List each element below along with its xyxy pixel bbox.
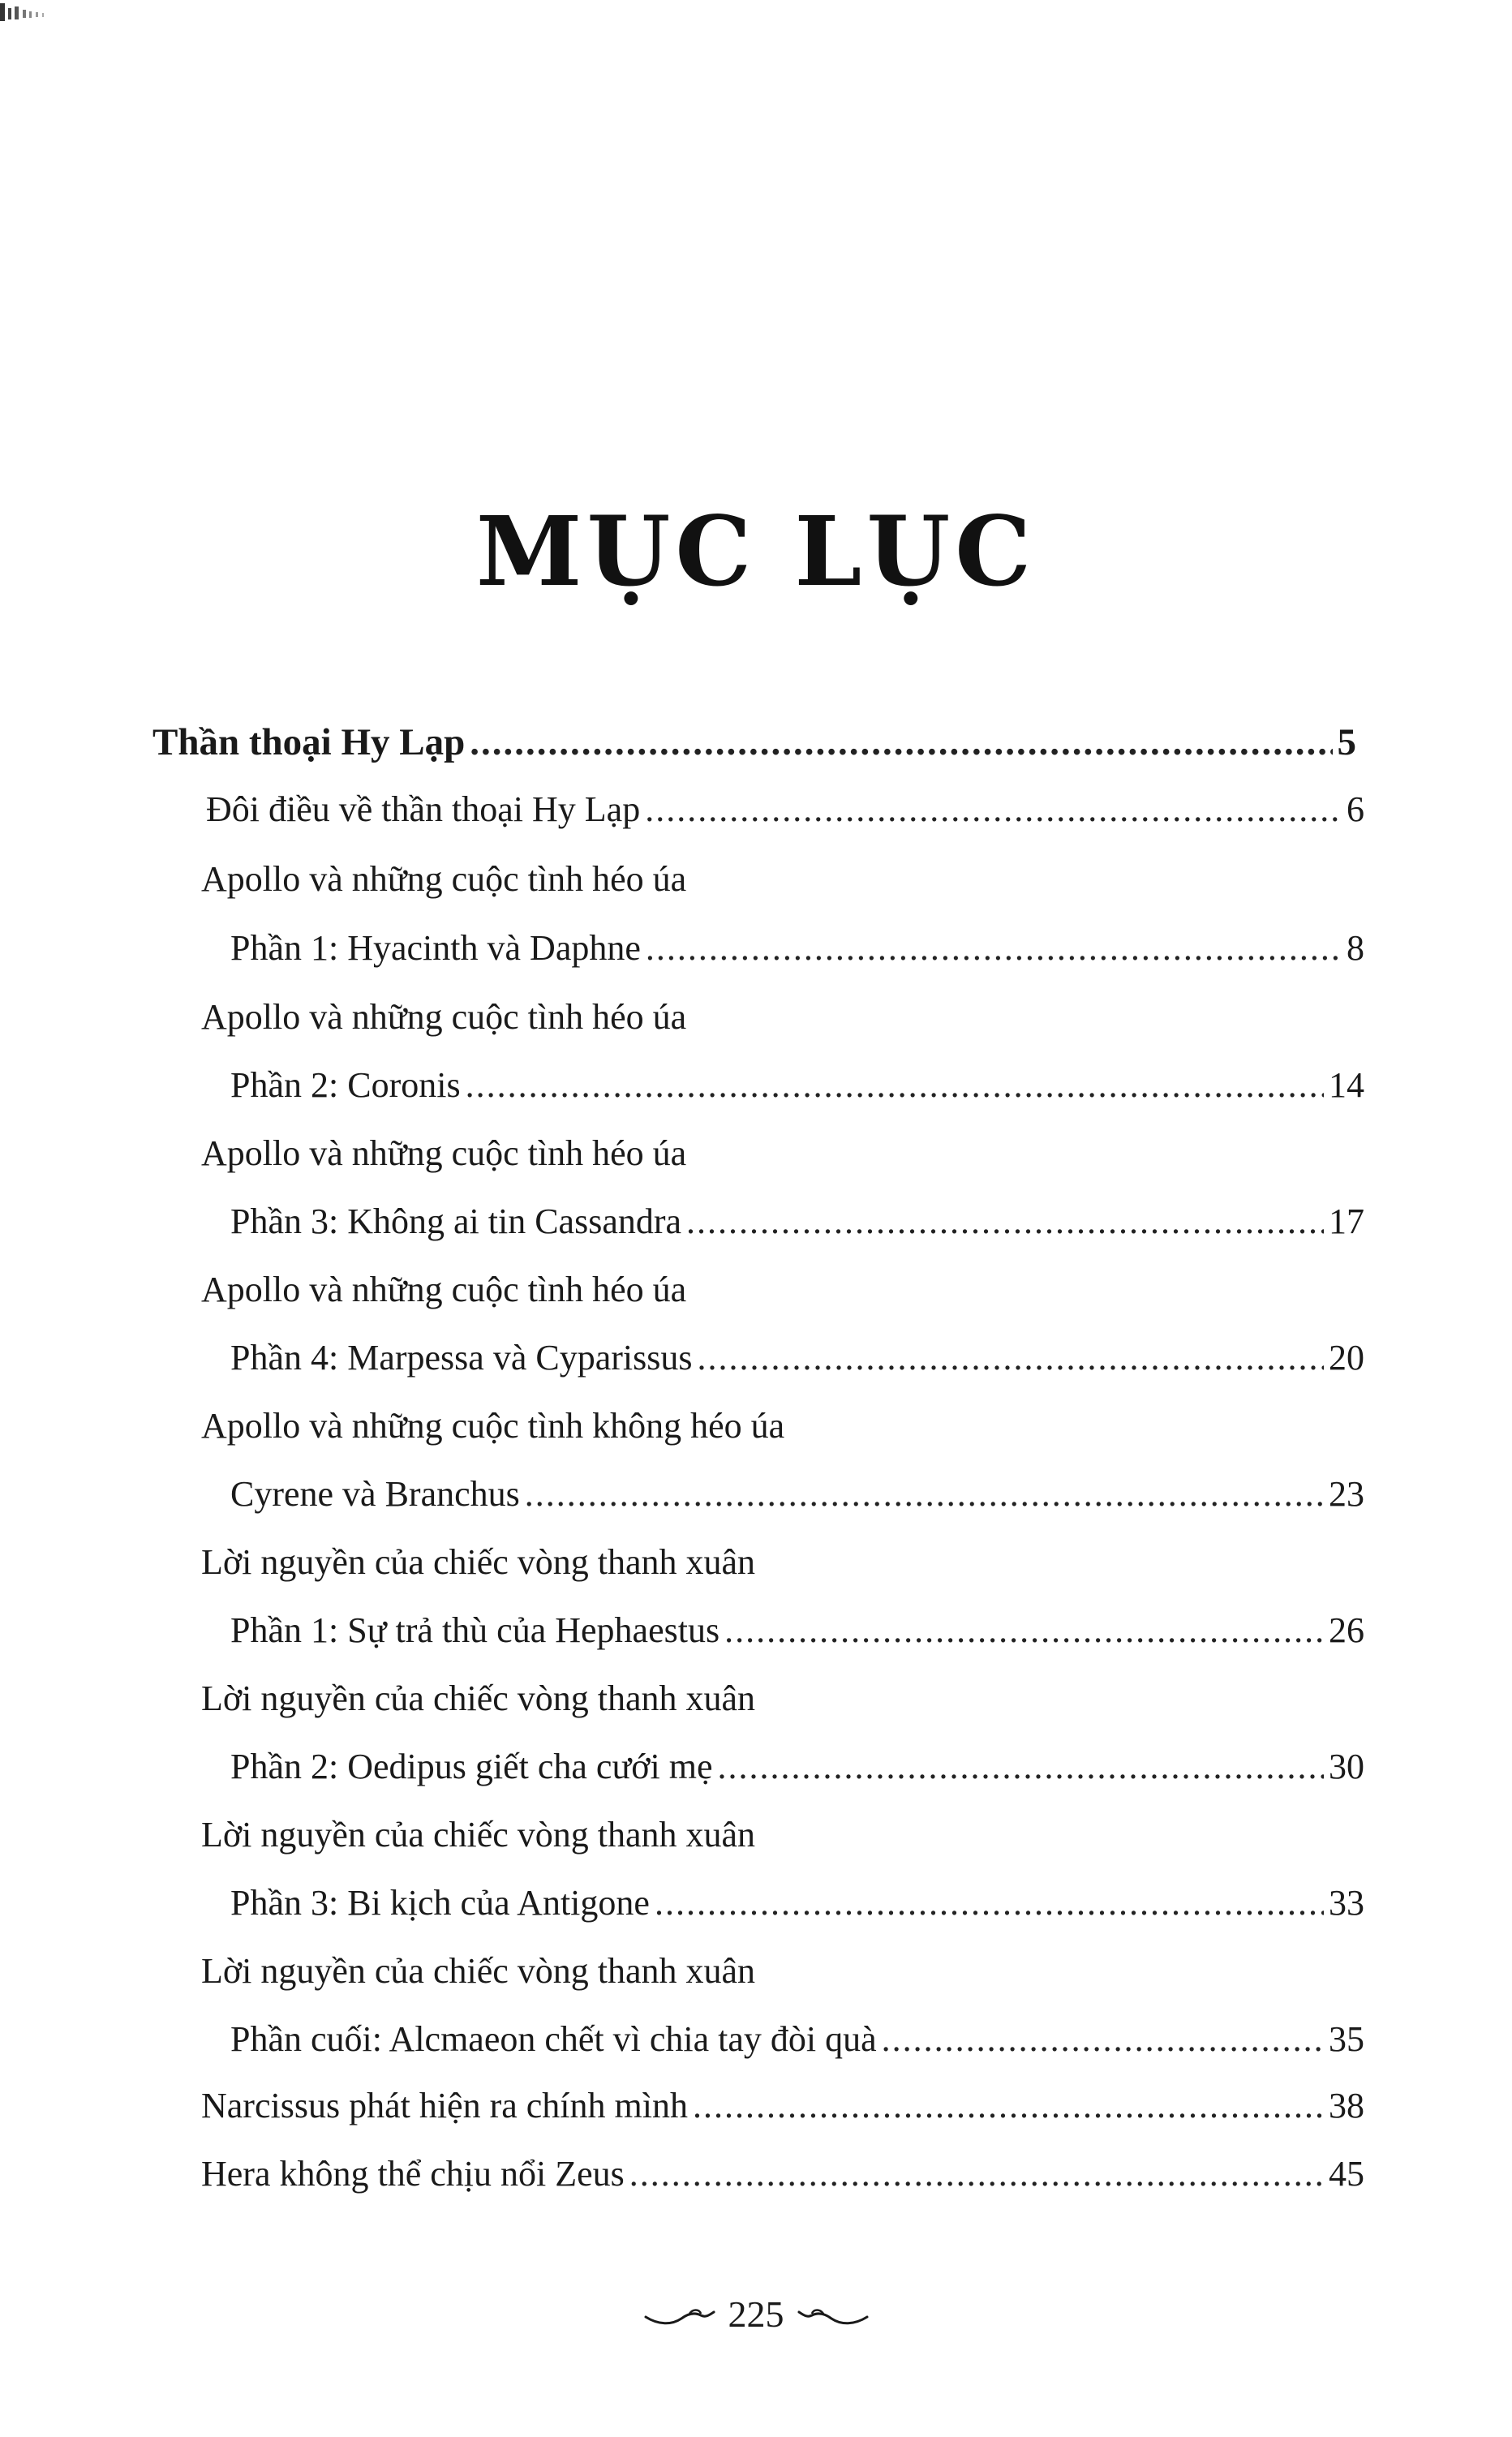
leader-dots	[698, 1337, 1325, 1378]
toc-entry[interactable]	[230, 1610, 1364, 1651]
toc-entry-page: 8	[1347, 928, 1364, 968]
leader-dots	[525, 1473, 1324, 1515]
page-number: 225	[728, 2293, 784, 2335]
toc-entry-title: Lời nguyền của chiếc vòng thanh xuân	[201, 1542, 756, 1582]
toc-entry-title: Phần 3: Không ai tin Cassandra	[230, 1201, 682, 1241]
toc-section-heading	[201, 1133, 686, 1174]
toc-entry-page: 38	[1329, 2086, 1364, 2125]
toc-entry-title: Phần 2: Coronis	[230, 1065, 461, 1105]
toc-entry-page: 5	[1337, 721, 1356, 763]
toc-entry-title: Lời nguyền của chiếc vòng thanh xuân	[201, 1815, 756, 1855]
toc-entry-title: Apollo và những cuộc tình héo úa	[201, 859, 687, 899]
toc-entry[interactable]	[152, 720, 1356, 764]
leader-dots	[882, 2018, 1324, 2060]
toc-entry-title: Phần 4: Marpessa và Cyparissus	[230, 1338, 693, 1378]
leader-dots	[466, 1064, 1324, 1106]
toc-entry[interactable]	[230, 1473, 1364, 1515]
toc-entry[interactable]	[230, 927, 1364, 969]
toc-entry-title: Apollo và những cuộc tình héo úa	[201, 1133, 687, 1173]
toc-section-heading	[201, 996, 686, 1038]
toc-entry[interactable]	[230, 1337, 1364, 1378]
leader-dots	[724, 1610, 1324, 1651]
toc-entry-page: 30	[1329, 1747, 1364, 1786]
toc-entry-page: 33	[1329, 1883, 1364, 1923]
toc-entry-title: Lời nguyền của chiếc vòng thanh xuân	[201, 1951, 756, 1991]
toc-entry-title: Apollo và những cuộc tình héo úa	[201, 1270, 687, 1309]
toc-entry-page: 45	[1329, 2154, 1364, 2194]
scan-artifact	[0, 0, 97, 23]
toc-entry-page: 23	[1329, 1474, 1364, 1514]
toc-entry[interactable]	[230, 1201, 1364, 1242]
toc-entry[interactable]	[206, 789, 1364, 830]
toc-entry[interactable]	[230, 1746, 1364, 1787]
toc-entry[interactable]	[230, 2018, 1364, 2060]
toc-section-heading	[201, 1950, 755, 1992]
toc-section-heading	[201, 858, 686, 900]
leader-dots	[629, 2153, 1324, 2194]
toc-entry[interactable]	[201, 2085, 1364, 2126]
toc-entry-page: 6	[1347, 789, 1364, 829]
toc-entry-title: Cyrene và Branchus	[230, 1474, 520, 1514]
toc-section-heading	[201, 1814, 755, 1855]
leader-dots	[686, 1201, 1324, 1242]
leader-dots	[718, 1746, 1324, 1787]
toc-entry-title: Apollo và những cuộc tình không héo úa	[201, 1406, 785, 1446]
toc-entry[interactable]	[230, 1064, 1364, 1106]
toc-section-heading	[201, 1678, 755, 1719]
leader-dots	[646, 927, 1342, 969]
toc-entry-page: 14	[1329, 1065, 1364, 1105]
toc-entry-page: 35	[1329, 2019, 1364, 2059]
toc-entry-title: Phần 1: Hyacinth và Daphne	[230, 928, 641, 968]
toc-entry-title: Narcissus phát hiện ra chính mình	[201, 2086, 688, 2125]
toc-section-heading	[201, 1269, 686, 1310]
toc-entry-title: Lời nguyền của chiếc vòng thanh xuân	[201, 1678, 756, 1718]
toc-entry-title: Phần cuối: Alcmaeon chết vì chia tay đòi quà	[230, 2019, 877, 2059]
ornament-left-icon	[644, 2302, 717, 2327]
toc-entry-page: 17	[1329, 1201, 1364, 1241]
toc-entry[interactable]	[201, 2153, 1364, 2194]
toc-entry-page: 20	[1329, 1338, 1364, 1378]
page-title: MỤC LỤC	[475, 495, 1037, 608]
toc-entry-title: Phần 2: Oedipus giết cha cưới mẹ	[230, 1747, 713, 1786]
page-footer	[0, 2293, 1512, 2336]
toc-section-heading	[201, 1541, 755, 1583]
leader-dots	[655, 1882, 1324, 1923]
toc-entry-page: 26	[1329, 1610, 1364, 1650]
leader-dots	[470, 720, 1332, 764]
ornament-right-icon	[796, 2302, 869, 2327]
toc-entry-title: Thần thoại Hy Lạp	[152, 721, 466, 763]
leader-dots	[645, 789, 1342, 830]
leader-dots	[693, 2085, 1324, 2126]
toc-entry-title: Phần 1: Sự trả thù của Hephaestus	[230, 1610, 720, 1650]
toc-entry-title: Hera không thể chịu nổi Zeus	[201, 2154, 625, 2194]
toc-entry-title: Phần 3: Bi kịch của Antigone	[230, 1883, 650, 1923]
toc-entry-title: Apollo và những cuộc tình héo úa	[201, 997, 687, 1037]
toc-entry-title: Đôi điều về thần thoại Hy Lạp	[206, 789, 641, 829]
toc-entry[interactable]	[230, 1882, 1364, 1923]
toc-section-heading	[201, 1405, 784, 1446]
